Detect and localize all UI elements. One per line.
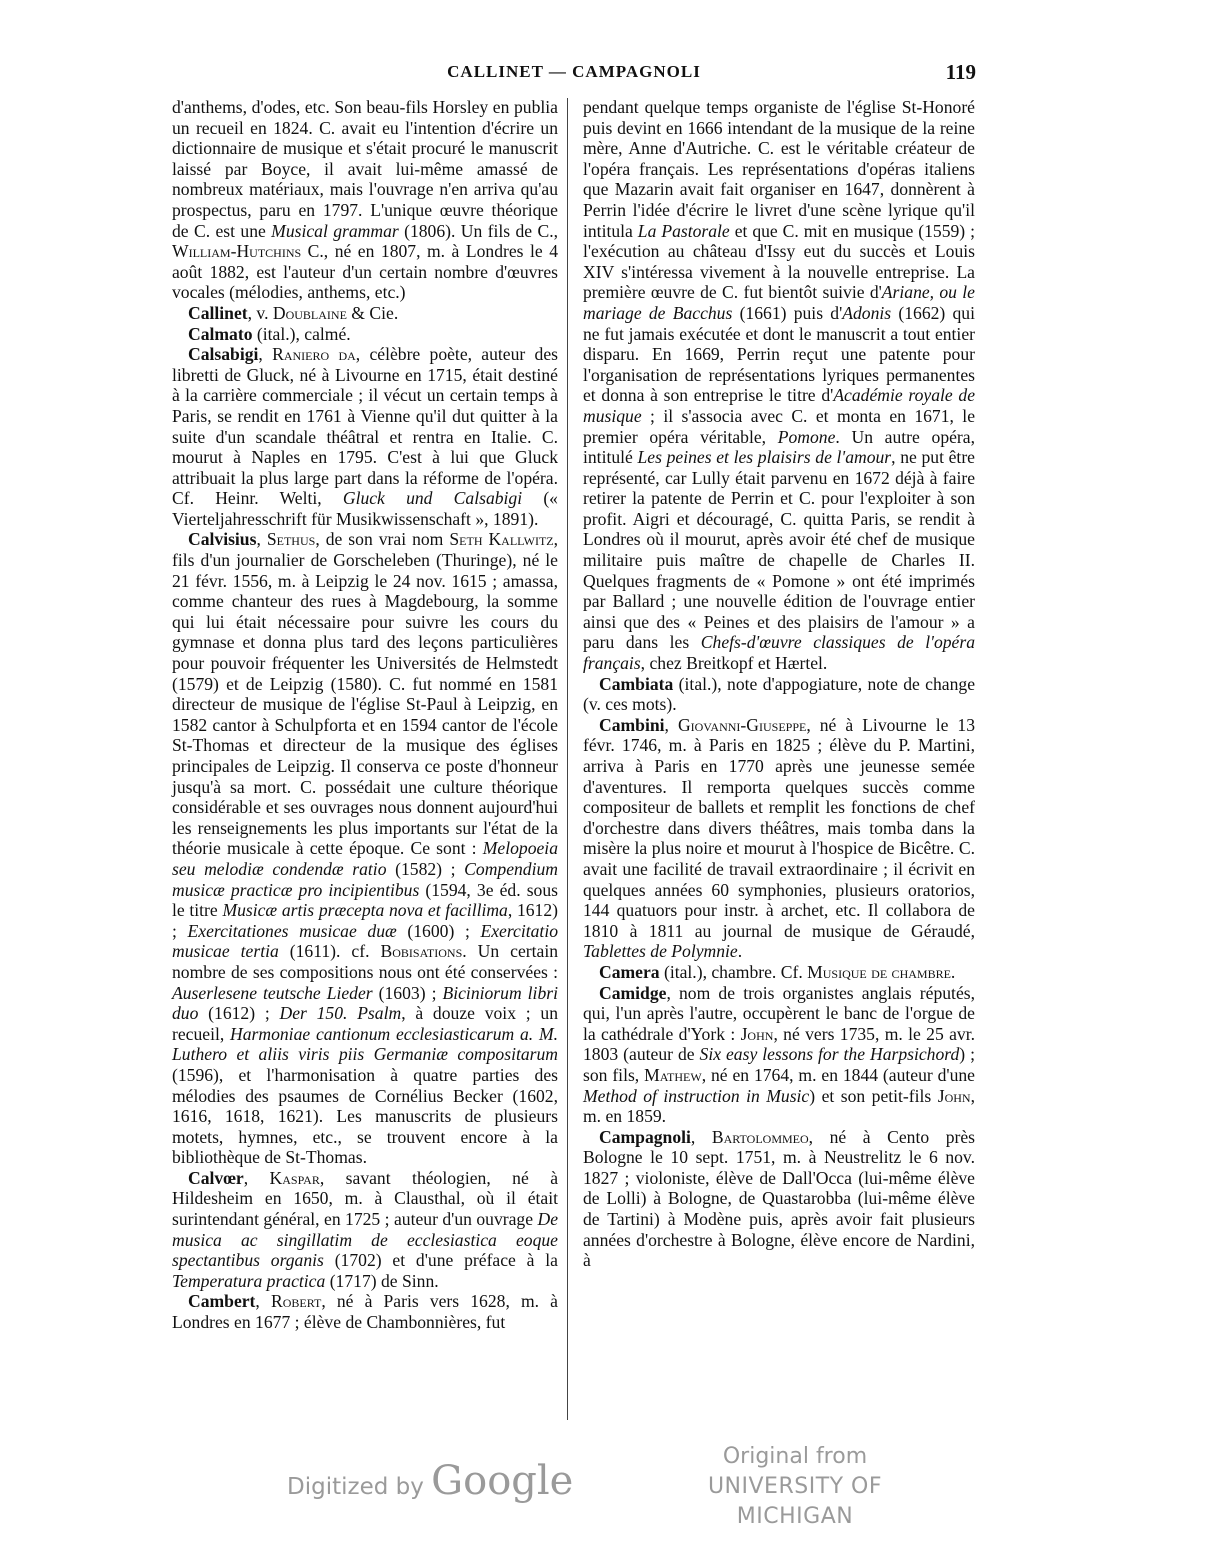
entry-calmato: Calmato (ital.), calmé.: [188, 323, 351, 344]
headword: Calmato: [188, 323, 253, 344]
entry-calvoer: Calvœr, Kaspar, savant théologien, né à Hildesheim en 1650, m. à Clausthal, où il était surintendant général, en 1725 ; auteur d'un ouvrage De musica ac singillatim de ecclesiastica eoque spectantibus organis (1702) et d'une préface à la Temperatura practica (1717) de Sinn.: [172, 1167, 558, 1291]
headword: Calsabigi: [188, 344, 259, 365]
entry-camera: Camera (ital.), chambre. Cf. Musique de chambre.: [599, 961, 956, 982]
original-from-watermark: Original from UNIVERSITY OF MICHIGAN: [670, 1442, 920, 1532]
university-name: UNIVERSITY OF MICHIGAN: [707, 1474, 883, 1529]
page-header: [172, 60, 976, 90]
entry-continuation: d'anthems, d'odes, etc. Son beau-fils Horsley en publia un recueil en 1824. C. avait eu l'intention d'écrire un dictionnaire de musique et s'était procuré le manuscrit laissé par Boyce, il avait lui-même amassé de nombreux matériaux, mais l'ouvrage n'en arriva qu'au prospectus, paru en 1797. L'unique œuvre théorique de C. est une Musical grammar (1806). Un fils de C., William-Hutchins C., né en 1807, m. à Londres le 4 août 1882, est l'auteur d'un certain nombre d'œuvres vocales (mélodies, anthems, etc.): [172, 97, 559, 303]
entry-cambini: Cambini, Giovanni-Giuseppe, né à Livourne le 13 févr. 1746, m. à Paris en 1825 ; élève du P. Martini, arriva à Paris en 1770 après une jeunesse semée d'aventures. Il remporta quelques succès comme compositeur de ballets et remplit les fonctions de chef d'orchestre dans divers théâtres, mais tomba dans la misère la plus noire et mourut à l'hospice de Bicêtre. C. avait une facilité de travail extraordinaire ; il écrivit en quelques années 60 symphonies, plusieurs oratorios, 144 quatuors pour instr. à archet, etc. Il collabora de 1810 à 1811 au journal de musique de Géraudé, Tablettes de Polymnie.: [583, 714, 976, 962]
google-wordmark: Google: [431, 1458, 574, 1504]
headword: Cambini: [599, 714, 665, 735]
running-title: CALLINET — CAMPAGNOLI: [447, 62, 701, 81]
entry-calvisius: Calvisius, Sethus, de son vrai nom Seth Kallwitz, fils d'un journalier de Gorscheleben (Thuringe), né le 21 févr. 1556, m. à Leipzig le 24 nov. 1615 ; amassa, comme chanteur des rues à Magdebourg, la somme qui lui était nécessaire pour suivre les cours du gymnase et donna plus tard des leçons particulières pour pouvoir fréquenter les Universités de Helmstedt (1579) et de Leipzig (1580). C. fut nommé en 1581 directeur de musique de l'église St-Paul à Leipzig, en 1582 cantor à Schulpforta et en 1594 cantor de l'école St-Thomas et directeur de la musique des églises principales de Leipzig. Il conserva ce poste d'honneur jusqu'à sa mort. C. possédait une culture théorique considérable et ses ouvrages nous donnent aujourd'hui les renseignements les plus importants sur l'état de la théorie musicale à cette époque. Ce sont : Melopoeia seu melodiæ condendæ ratio (1582) ; Compendium musicæ practicæ pro incipientibus (1594, 3e éd. sous le titre Musicæ artis præcepta nova et facillima, 1612) ; Exercitationes musicae duæ (1600) ; Exercitatio musicae tertia (1611). cf. Bobisations. Un certain nombre de ses compositions nous ont été conservées : Auserlesene teutsche Lieder (1603) ; Biciniorum libri duo (1612) ; Der 150. Psalm, à douze voix ; un recueil, Harmoniae cantionum ecclesiasticarum a. M. Luthero et aliis viris piis Germaniæ compositarum (1596), et l'harmonisation à quatre parties des mélodies des psaumes de Cornélius Becker (1602, 1616, 1618, 1621). Les manuscrits de plusieurs motets, hymnes, etc., se trouvent encore à la bibliothèque de St-Thomas.: [172, 529, 559, 1168]
headword: Callinet: [188, 302, 248, 323]
page-number: 119: [945, 60, 976, 84]
entry-campagnoli: Campagnoli, Bartolommeo, né à Cento près Bologne le 10 sept. 1751, m. à Neustrelitz le 6 nov. 1827 ; violoniste, élève de Dall'Occa (lui-même élève de Lolli) à Bologne, de Quastarobba (lui-même élève de Tartini) à Modène puis, après avoir fait plusieurs années d'orchestre à Bologne, élève encore de Nardini, à: [583, 1126, 976, 1271]
entry-callinet: Callinet, v. Doublaine & Cie.: [188, 302, 399, 323]
headword: Cambert: [188, 1291, 256, 1312]
digitization-footer: [0, 1438, 1207, 1529]
entry-cambert-continued: pendant quelque temps organiste de l'église St-Honoré puis devint en 1666 intendant de la musique de la reine mère, Anne d'Autriche. C. est le véritable créateur de l'opéra français. Les représentations d'opéras italiens que Mazarin avait fait organiser en 1647, donnèrent à Perrin l'idée d'écrire le livret d'une scène lyrique qu'il intitula La Pastorale et que C. mit en musique (1559) ; l'exécution au château d'Issy eut du succès et Louis XIV s'intéressa vivement à la nouvelle entreprise. La première œuvre de C. fut bientôt suivie d'Ariane, ou le mariage de Bacchus (1661) puis d'Adonis (1662) qui ne fut jamais exécutée et dont le manuscrit a tout entier disparu. En 1669, Perrin reçut une patente pour l'organisation de représentations lyriques permanentes et donna à son entreprise le titre d'Académie royale de musique ; il s'associa avec C. et monta en 1671, le premier opéra véritable, Pomone. Un autre opéra, intitulé Les peines et les plaisirs de l'amour, ne put être représenté, car Lully était parvenu en 1672 déjà à faire retirer la patente de Perrin et C. pour l'exploiter à son profit. Aigri et découragé, C. quitta Paris, se rendit à Londres où il mourut, après avoir été chef de musique militaire puis maître de chapelle de Charles II. Quelques fragments de « Pomone » ont été imprimés par Ballard ; une nouvelle édition de l'ouvrage entier ainsi que des « Peines et des plaisirs de l'amour » a paru dans les Chefs-d'œuvre classiques de l'opéra français, chez Breitkopf et Hærtel.: [583, 97, 976, 674]
entry-cambert: Cambert, Robert, né à Paris vers 1628, m. à Londres en 1677 ; élève de Chambonnières, fut: [172, 1291, 558, 1333]
headword: Campagnoli: [599, 1126, 691, 1147]
right-column: [583, 97, 975, 1271]
digitized-by-google-watermark: Digitized by Google: [287, 1458, 574, 1504]
headword: Cambiata: [599, 673, 674, 694]
headword: Calvœr: [188, 1167, 244, 1188]
column-divider: [567, 98, 568, 1420]
entry-camidge: Camidge, nom de trois organistes anglais réputés, qui, l'un après l'autre, occupèrent le banc de l'orgue de la cathédrale d'York : John, né vers 1735, m. le 25 avr. 1803 (auteur de Six easy lessons for the Harpsichord) ; son fils, Mathew, né en 1764, m. en 1844 (auteur d'une Method of instruction in Music) et son petit-fils John, m. en 1859.: [583, 982, 976, 1127]
headword: Calvisius: [188, 529, 257, 550]
headword: Camera: [599, 961, 660, 982]
entry-cambiata: Cambiata (ital.), note d'appogiature, note de change (v. ces mots).: [583, 673, 975, 715]
left-column: [172, 97, 558, 1333]
entry-calsabigi: Calsabigi, Raniero da, célèbre poète, auteur des libretti de Gluck, né à Livourne en 1715, était destiné à la carrière commerciale ; il vécut un certain temps à Paris, se rendit en 1761 à Vienne qu'il dut quitter à la suite d'un scandale théâtral et rentra en Italie. C. mourut à Naples en 1795. C'est à lui que Gluck attribuait la plus large part dans la réforme de l'opéra. Cf. Heinr. Welti, Gluck und Calsabigi (« Vierteljahresschrift für Musikwissenschaft », 1891).: [172, 344, 559, 529]
headword: Camidge: [599, 982, 667, 1003]
